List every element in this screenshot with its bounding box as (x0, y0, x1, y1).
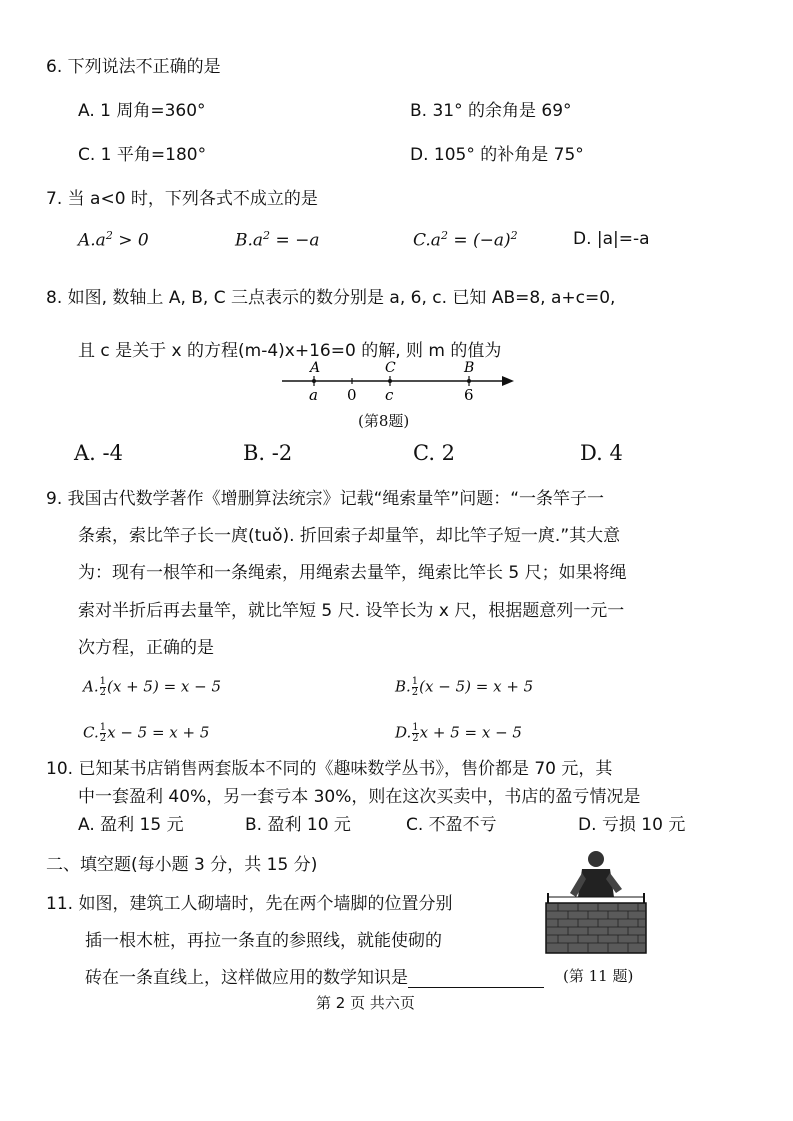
q9-line3: 为：现有一根竿和一条绳索，用绳索去量竿，绳索比竿长 5 尺；如果将绳 (78, 563, 627, 583)
q10-line2: 中一套盈利 40%，另一套亏本 30%，则在这次买卖中，书店的盈亏情况是 (78, 787, 641, 807)
label-C: C (385, 360, 396, 376)
q10-option-c: C. 不盈不亏 (406, 815, 497, 835)
q7-option-a: $A.a^2 > 0$ (78, 229, 149, 251)
bricklayer-illustration (540, 845, 652, 957)
q7-option-b: $B.a^2 = -a$ (235, 229, 320, 251)
q8-line2: 且 c 是关于 x 的方程(m-4)x+16=0 的解, 则 m 的值为 (78, 341, 502, 361)
q9-option-d: D. $\frac{1}{2}$ x + 5 = x − 5 (395, 722, 522, 744)
q6-option-d: D. 105° 的补角是 75° (410, 145, 584, 165)
q9-line4: 索对半折后再去量竿，就比竿短 5 尺. 设竿长为 x 尺，根据题意列一元一 (78, 601, 625, 621)
q11-line1: 11. 如图，建筑工人砌墙时，先在两个墙脚的位置分别 (46, 894, 453, 914)
q8-line1: 8. 如图, 数轴上 A, B, C 三点表示的数分别是 a, 6, c. 已知 AB=8, a+c=0, (46, 288, 616, 308)
number-line-figure (280, 356, 520, 406)
point-a (312, 379, 316, 383)
q10-line1: 10. 已知某书店销售两套版本不同的《趣味数学丛书》，售价都是 70 元，其 (46, 759, 613, 779)
q9-line2: 条索，索比竿子长一庹(tuǒ). 折回索子却量竿，却比竿子短一庹.”其大意 (78, 526, 621, 546)
label-A: A (310, 360, 321, 376)
q10-option-b: B. 盈利 10 元 (245, 815, 351, 835)
q11-figure-caption: (第 11 题) (563, 967, 634, 985)
q8-option-a: A. -4 (74, 441, 123, 465)
q6-option-c: C. 1 平角=180° (78, 145, 207, 165)
q6-stem: 6. 下列说法不正确的是 (46, 57, 221, 77)
q9-option-a: A. $\frac{1}{2}$ (x + 5) = x − 5 (83, 676, 222, 698)
q10-option-d: D. 亏损 10 元 (578, 815, 686, 835)
label-c: c (385, 386, 394, 404)
page-footer: 第 2 页 共六页 (316, 994, 415, 1012)
label-a: a (309, 386, 318, 404)
q7-option-c: $C.a^2 = (-a)^2$ (413, 229, 518, 251)
q7-option-d: D. |a|=-a (573, 229, 650, 249)
number-line-arrow-icon (502, 376, 514, 386)
q8-figure-caption: (第8题) (358, 412, 410, 430)
q6-option-a: A. 1 周角=360° (78, 101, 206, 121)
q6-option-b: B. 31° 的余角是 69° (410, 101, 572, 121)
q9-option-c: C. $\frac{1}{2}$ x − 5 = x + 5 (83, 722, 210, 744)
worker-head (588, 851, 604, 867)
q7-stem: 7. 当 a<0 时，下列各式不成立的是 (46, 189, 318, 209)
q9-line1: 9. 我国古代数学著作《增删算法统宗》记载“绳索量竿”问题：“一条竿子一 (46, 489, 605, 509)
point-c (388, 379, 392, 383)
q11-answer-blank[interactable] (408, 970, 544, 988)
label-B: B (464, 360, 475, 376)
q8-option-d: D. 4 (580, 441, 623, 465)
q8-option-c: C. 2 (413, 441, 456, 465)
label-0: 0 (347, 386, 357, 404)
brick-wall (546, 903, 646, 953)
q9-option-b: B. $\frac{1}{2}$ (x − 5) = x + 5 (395, 676, 534, 698)
q11-line3: 砖在一条直线上，这样做应用的数学知识是 (85, 963, 544, 988)
q10-option-a: A. 盈利 15 元 (78, 815, 184, 835)
q9-line5: 次方程，正确的是 (78, 638, 214, 658)
q8-option-b: B. -2 (243, 441, 293, 465)
section-heading-fill-in: 二、填空题(每小题 3 分，共 15 分) (46, 855, 318, 875)
label-6: 6 (464, 386, 474, 404)
q11-line2: 插一根木桩，再拉一条直的参照线，就能使砌的 (85, 931, 442, 951)
point-b (467, 379, 471, 383)
